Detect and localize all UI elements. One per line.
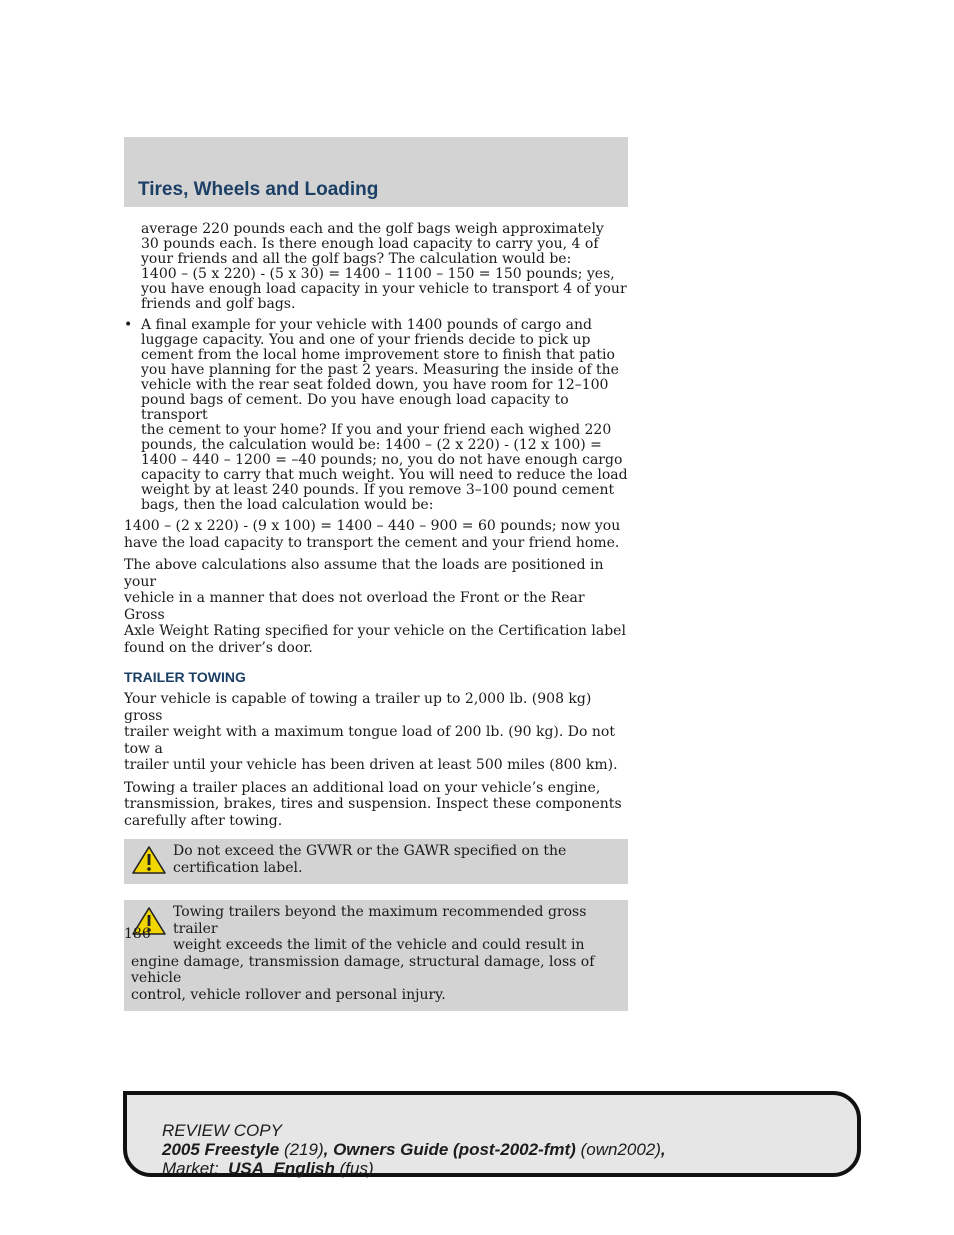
warning-box-towing-limit — [124, 900, 628, 1011]
text-line: engine damage, transmission damage, structural damage, loss of vehicle — [131, 953, 595, 986]
model-name: 2005 Freestyle — [162, 1140, 280, 1159]
text-line: trailer until your vehicle has been driven at least 500 miles (800 km). — [124, 757, 618, 773]
market-value: USA_English — [228, 1159, 335, 1178]
market-code: (fus) — [339, 1159, 374, 1178]
model-code: (219) — [283, 1140, 324, 1159]
text-line: 30 pounds each. Is there enough load capacity to carry you, 4 of — [141, 236, 599, 252]
trailer-towing-heading: TRAILER TOWING — [124, 669, 246, 685]
text-line: 1400 – (2 x 220) - (9 x 100) = 1400 – 440 – 900 = 60 pounds; now you — [124, 518, 621, 534]
text-line: vehicle in a manner that does not overload the Front or the Rear Gross — [124, 590, 585, 623]
assumption-paragraph — [124, 557, 628, 656]
footer-market-line — [162, 1159, 857, 1178]
text-line: control, vehicle rollover and personal injury. — [131, 986, 446, 1003]
market-label: Market: — [162, 1159, 219, 1178]
text-line: weight by at least 240 pounds. If you remove 3–100 pound cement — [141, 482, 615, 498]
text-line: A final example for your vehicle with 1400 pounds of cargo and — [141, 317, 592, 333]
text-line: found on the driver’s door. — [124, 639, 313, 656]
text-line: bags, then the load calculation would be: — [141, 497, 434, 513]
text-line: the cement to your home? If you and your friend each wighed 220 — [141, 422, 612, 438]
text-line: Towing trailers beyond the maximum recommended gross trailer — [173, 904, 587, 937]
review-copy-footer — [123, 1091, 861, 1177]
text-line: capacity to carry that much weight. You will need to reduce the load — [141, 467, 628, 483]
footer-review-line — [162, 1121, 857, 1140]
text-line: certification label. — [173, 859, 303, 876]
bullet-item — [124, 318, 628, 513]
text-line: weight exceeds the limit of the vehicle and could result in — [173, 937, 585, 953]
text-line: transmission, brakes, tires and suspension. Inspect these components — [124, 796, 622, 812]
text-line: pound bags of cement. Do you have enough load capacity to transport — [141, 392, 569, 423]
text-line: 1400 – (5 x 220) - (5 x 30) = 1400 – 1100 – 150 = 150 pounds; yes, — [141, 266, 615, 282]
text-line: have the load capacity to transport the cement and your friend home. — [124, 534, 620, 551]
intro-paragraph — [141, 222, 628, 312]
text-line: carefully after towing. — [124, 812, 283, 829]
review-copy-label: REVIEW COPY — [162, 1121, 282, 1140]
trailer-load-paragraph — [124, 780, 628, 830]
text-line: cement from the local home improvement store to finish that patio — [141, 347, 615, 363]
text-line: your friends and all the golf bags? The calculation would be: — [141, 251, 572, 267]
trailer-capacity-paragraph — [124, 691, 628, 774]
text-line: Towing a trailer places an additional load on your vehicle’s engine, — [124, 779, 601, 796]
text-line: you have enough load capacity in your vehicle to transport 4 of your — [141, 281, 627, 297]
footer-model-line — [162, 1140, 857, 1159]
text-line: trailer weight with a maximum tongue load of 200 lb. (90 kg). Do not tow a — [124, 724, 615, 757]
text-line: The above calculations also assume that the loads are positioned in your — [124, 557, 604, 590]
page-content — [124, 222, 628, 1025]
text-line: vehicle with the rear seat folded down, you have room for 12–100 — [141, 377, 609, 393]
separator: , — [323, 1140, 334, 1159]
text-line: you have planning for the past 2 years. Measuring the inside of the — [141, 362, 619, 378]
section-title: Tires, Wheels and Loading — [138, 179, 379, 200]
warning-box-gvwr — [124, 839, 628, 884]
text-line: average 220 pounds each and the golf bags weigh approximately — [141, 221, 604, 237]
text-line: Do not exceed the GVWR or the GAWR specified on the — [173, 843, 567, 859]
text-line: friends and golf bags. — [141, 296, 296, 312]
guide-name: Owners Guide (post-2002-fmt) — [333, 1140, 576, 1159]
text-line: Axle Weight Rating specified for your vehicle on the Certification label — [124, 623, 626, 639]
warning-triangle-icon — [131, 845, 167, 875]
text-line: pounds, the calculation would be: 1400 – (2 x 220) - (12 x 100) = — [141, 437, 602, 453]
text-line: Your vehicle is capable of towing a trailer up to 2,000 lb. (908 kg) gross — [124, 691, 592, 724]
bullet-symbol: • — [124, 317, 133, 333]
text-line: 1400 – 440 – 1200 = –40 pounds; no, you do not have enough cargo — [141, 452, 623, 468]
text-line: luggage capacity. You and one of your friends decide to pick up — [141, 332, 591, 348]
separator: , — [660, 1140, 666, 1159]
section-header-band — [124, 137, 628, 207]
page-number: 186 — [124, 926, 151, 942]
guide-code: (own2002) — [580, 1140, 661, 1159]
calc-result-paragraph — [124, 518, 628, 551]
